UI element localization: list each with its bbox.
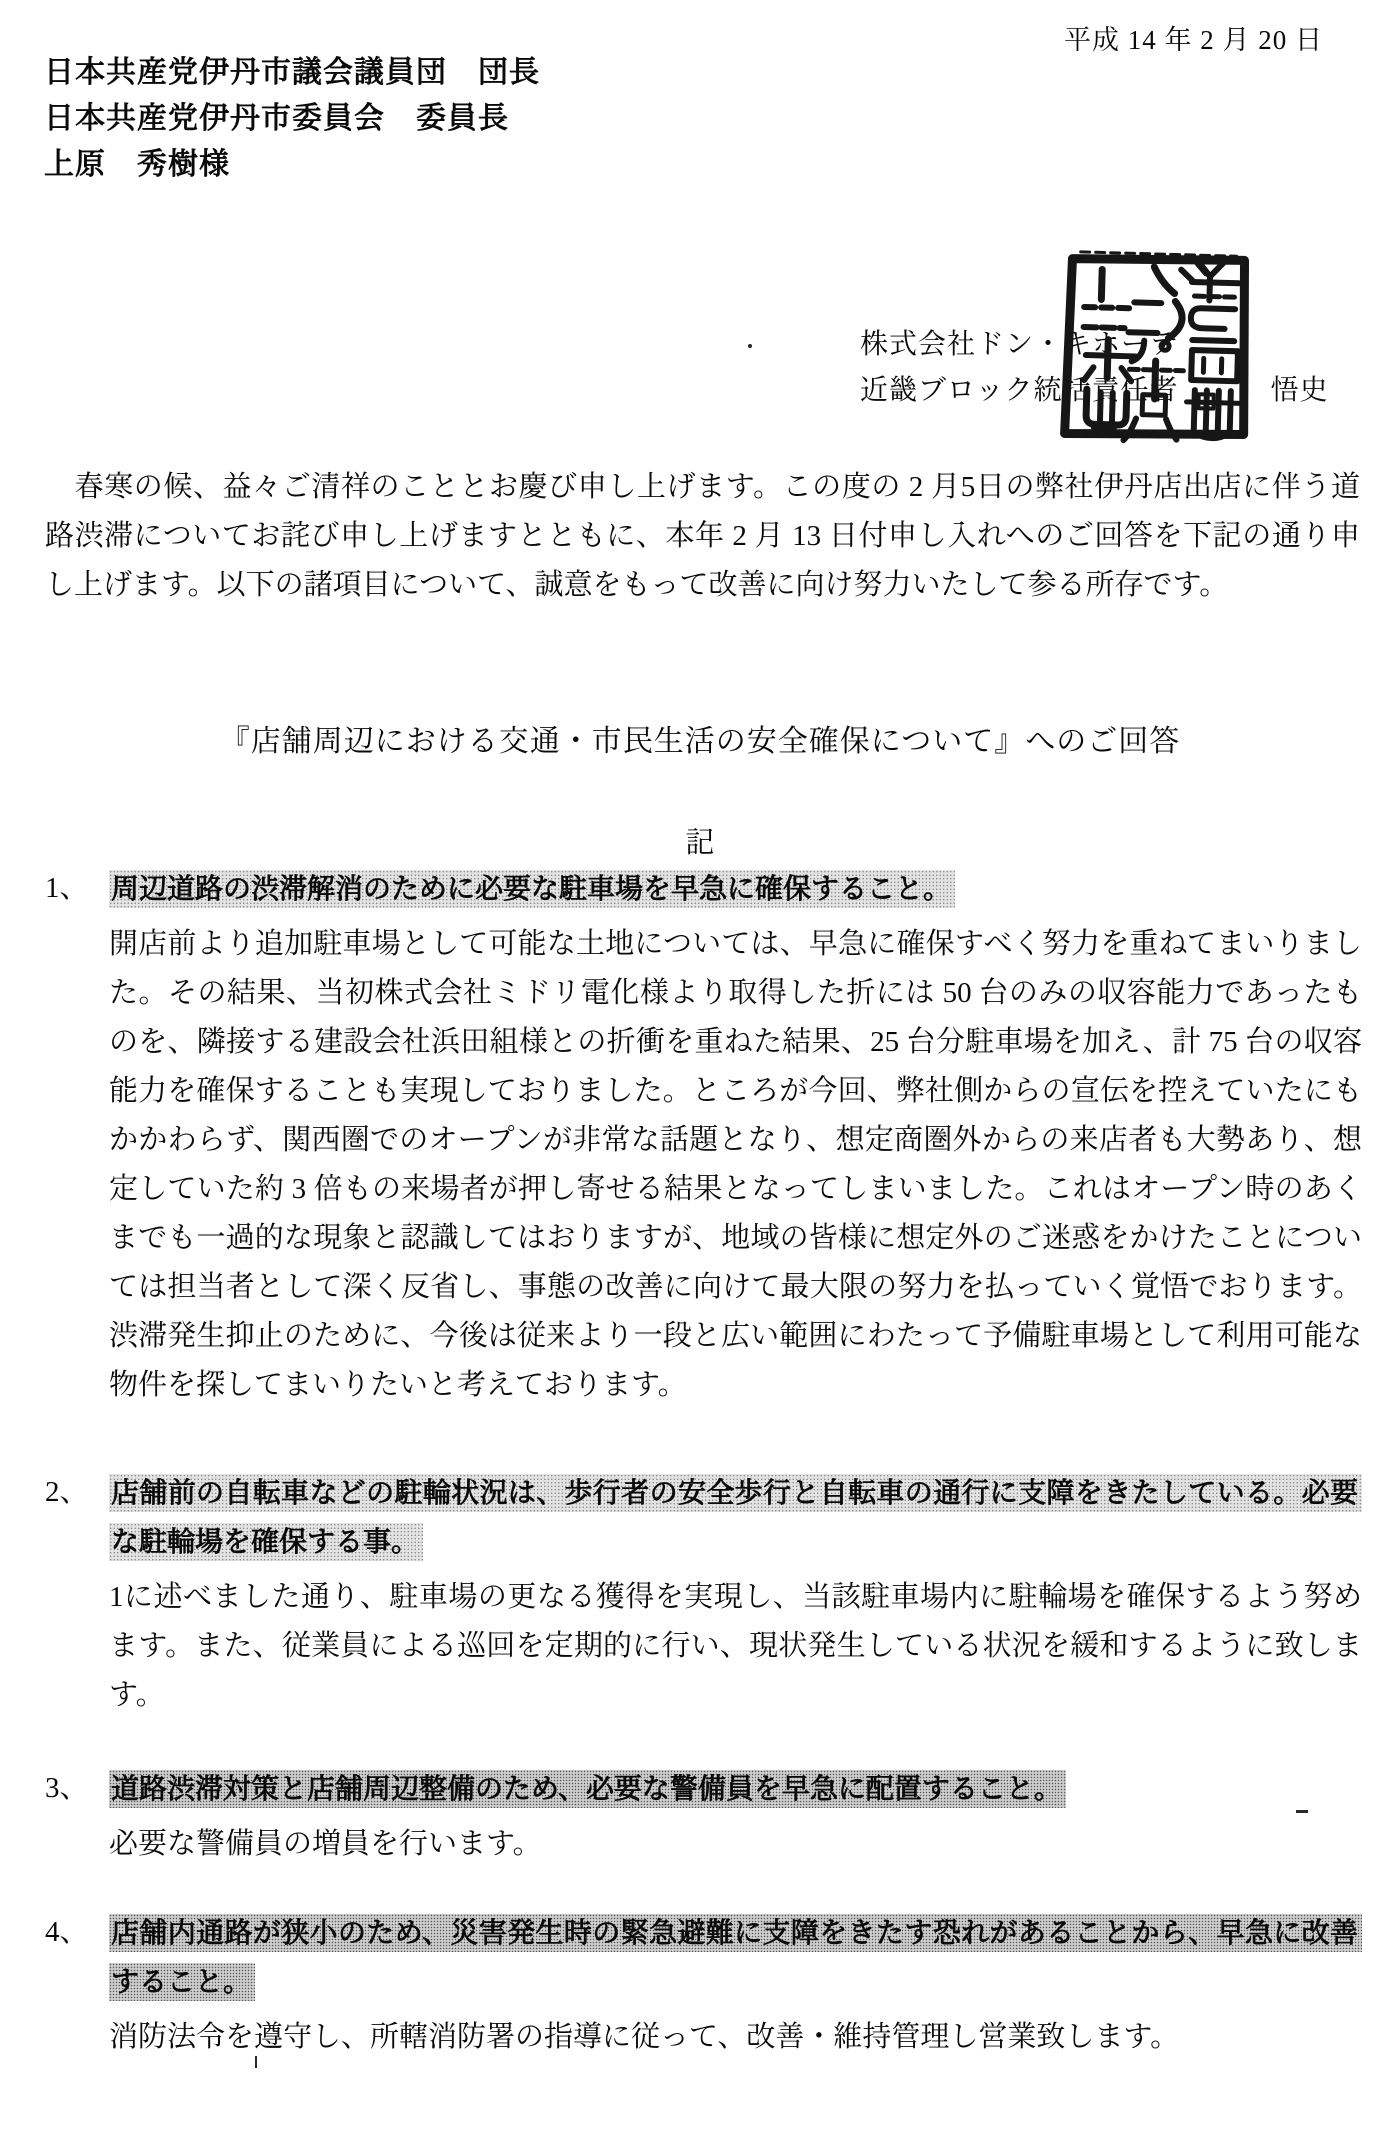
item-heading xyxy=(109,864,1362,913)
scan-speck xyxy=(748,344,752,348)
letter-date: 平成 14 年 2 月 20 日 xyxy=(1064,25,1323,55)
sender-title: 近畿ブロック統括責任者 xyxy=(860,375,1179,406)
sender-name: 悟史 xyxy=(1270,375,1329,406)
scan-speck xyxy=(1296,1810,1308,1813)
highlighted-heading-text: 道路渋滞対策と店舗周辺整備のため、必要な警備員を早急に配置すること。 xyxy=(109,1770,1066,1808)
addressee-line: 上原 秀樹様 xyxy=(44,148,230,181)
item-body: 開店前より追加駐車場として可能な土地については、早急に確保すべく努力を重ねてまいりました。その結果、当初株式会社ミドリ電化様より取得した折には 50 台のみの収容能力であったものを、隣接する建設会社浜田組様との折衝を重ねた結果、25 台分駐車場を加え、計 75 台の収容能力を確保することも実現しておりました。ところが今回、弊社側からの宣伝を控えていたにもかかわらず、関西圏でのオープンが非常な話題となり、想定商圏外からの来店者も大勢あり、想定していた約 3 倍もの来場者が押し寄せる結果となってしまいました。これはオープン時のあくまでも一過的な現象と認識してはおりますが、地域の皆様に想定外のご迷惑をかけたことについては担当者として深く反省し、事態の改善に向けて最大限の努力を払っていく覚悟でおります。渋滞発生抑止のために、今後は従来より一段と広い範囲にわたって予備駐車場として利用可能な物件を探してまいりたいと考えております。 xyxy=(109,928,1362,1401)
item-number: 4、 xyxy=(45,1916,89,1948)
record-marker: 記 xyxy=(685,827,715,859)
addressee-line: 日本共産党伊丹市議会議員団 団長 xyxy=(44,56,540,89)
highlighted-heading-text: 店舗前の自転車などの駐輪状況は、歩行者の安全歩行と自転車の通行に支障をきたしている。必要な駐輪場を確保する事。 xyxy=(109,1474,1362,1561)
item-heading xyxy=(109,1764,1362,1813)
greeting-paragraph: 春寒の候、益々ご清祥のこととお慶び申し上げます。この度の 2 月5日の弊社伊丹店出店に伴う道路渋滞についてお詫び申し上げますとともに、本年 2 月 13 日付申し入れへのご回答を下記の通り申し上げます。以下の諸項目について、誠意をもって改善に向け努力いたして参る所存です。 xyxy=(45,471,1360,601)
response-item-3 xyxy=(45,1764,1362,1869)
item-heading xyxy=(109,1908,1362,2006)
item-body: 消防法令を遵守し、所轄消防署の指導に従って、改善・維持管理し営業致します。 xyxy=(109,2021,1180,2053)
item-heading xyxy=(109,1468,1362,1566)
response-item-1 xyxy=(45,864,1362,1410)
highlighted-heading-text: 店舗内通路が狭小のため、災害発生時の緊急避難に支障をきたす恐れがあることから、早急に改善すること。 xyxy=(109,1914,1362,2001)
response-item-2 xyxy=(45,1468,1362,1720)
item-body: 必要な警備員の増員を行います。 xyxy=(109,1828,542,1860)
item-body: 1に述べました通り、駐車場の更なる獲得を実現し、当該駐車場内に駐輪場を確保するよう努めます。また、従業員による巡回を定期的に行い、現状発生している状況を緩和するように致します。 xyxy=(109,1581,1362,1711)
item-number: 1、 xyxy=(45,872,89,904)
item-number: 3、 xyxy=(45,1772,89,1804)
highlighted-heading-text: 周辺道路の渋滞解消のために必要な駐車場を早急に確保すること。 xyxy=(109,870,955,908)
addressee-block xyxy=(44,50,540,188)
sender-company: 株式会社ドン・キホーテ xyxy=(860,329,1180,360)
addressee-line: 日本共産党伊丹市委員会 委員長 xyxy=(44,102,509,135)
scan-speck xyxy=(255,2056,257,2068)
document-title: 『店舗周辺における交通・市民生活の安全確保について』へのご回答 xyxy=(219,725,1181,758)
item-number: 2、 xyxy=(45,1476,89,1508)
company-hanko-seal-icon xyxy=(1053,246,1259,452)
response-item-4 xyxy=(45,1908,1362,2062)
